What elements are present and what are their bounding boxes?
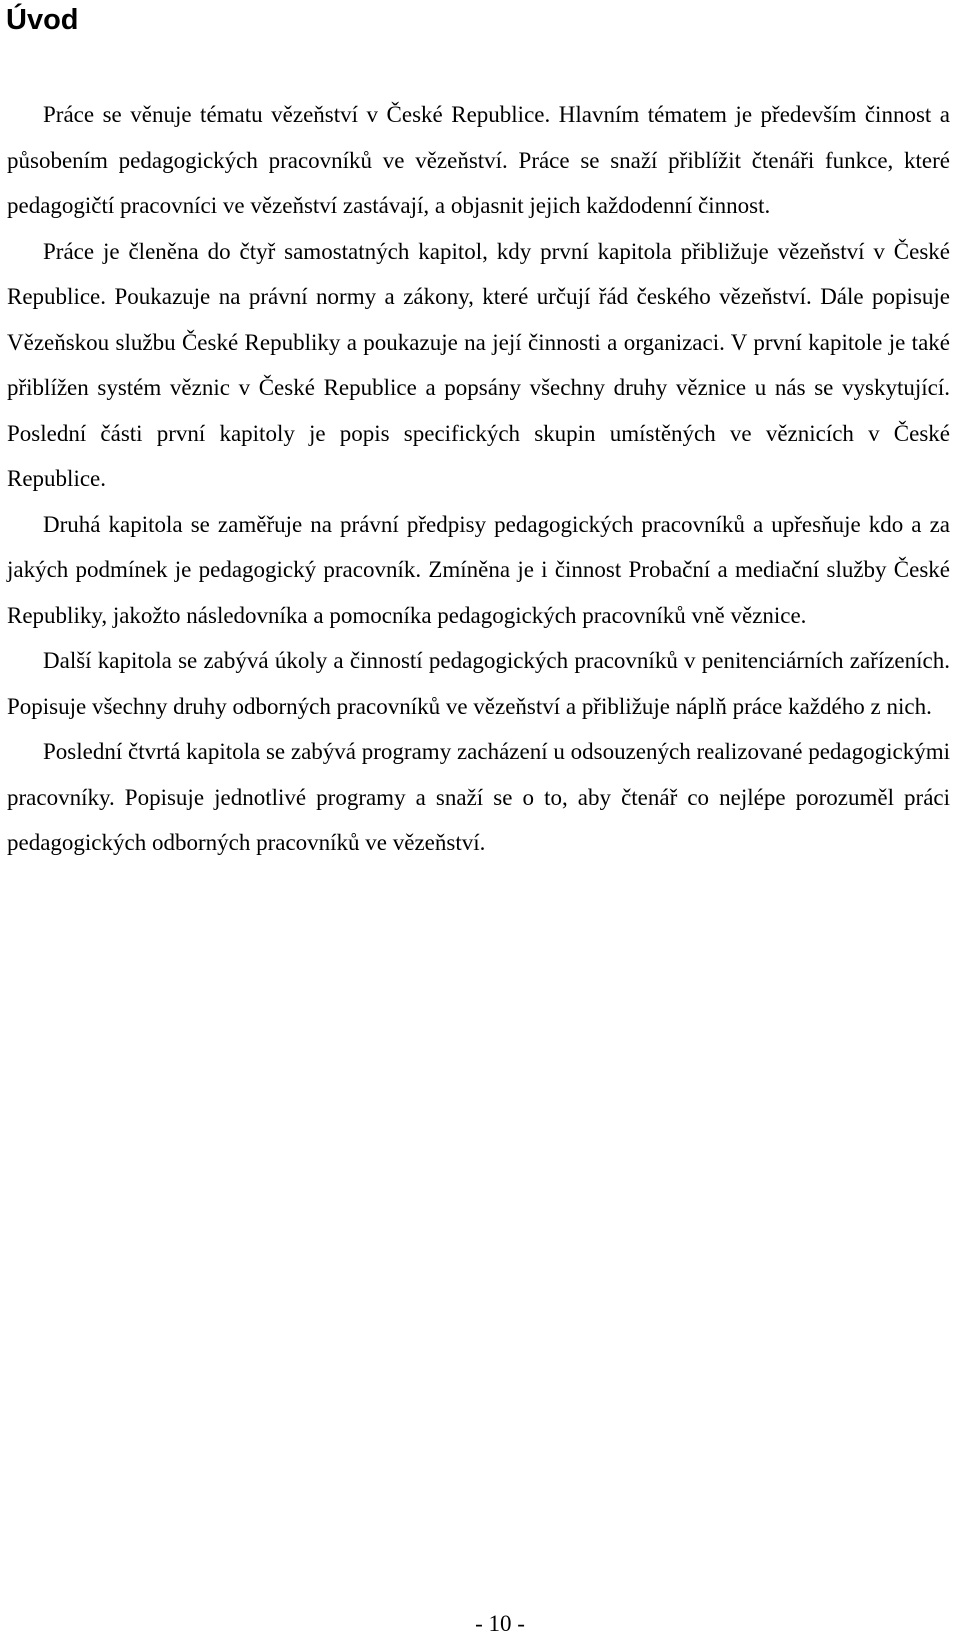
paragraph-4: Další kapitola se zabývá úkoly a činností pedagogických pracovníků v penitenciárních zařízeních. Popisuje všechny druhy odborných pracovníků ve vězeňství a přibližuje náplň práce každého z nich. [7,648,950,719]
paragraph-3: Druhá kapitola se zaměřuje na právní předpisy pedagogických pracovníků a upřesňuje kdo a za jakých podmínek je pedagogický pracovník. Zmíněna je i činnost Probační a mediační služby České Republiky, jakožto následovníka a pomocníka pedagogických pracovníků vně věznice. [7,511,950,628]
page-title: Úvod [6,4,79,36]
body-text [7,92,950,866]
paragraph-2: Práce je členěna do čtyř samostatných kapitol, kdy první kapitola přibližuje vězeňství v České Republice. Poukazuje na právní normy a zákony, které určují řád českého vězeňství. Dále popisuje Vězeňskou službu České Republiky a poukazuje na její činnosti a organizaci. V první kapitole je také přiblížen systém věznic v České Republice a popsány všechny druhy věznice u nás se vyskytující. Poslední části první kapitoly je popis specifických skupin umístěných ve věznicích v České Republice. [7,238,950,491]
page-number: - 10 - [475,1611,525,1636]
paragraph-1: Práce se věnuje tématu vězeňství v České Republice. Hlavním tématem je především činnost a působením pedagogických pracovníků ve vězeňství. Práce se snaží přiblížit čtenáři funkce, které pedagogičtí pracovníci ve vězeňství zastávají, a objasnit jejich každodenní činnost. [7,102,950,218]
paragraph-5: Poslední čtvrtá kapitola se zabývá programy zacházení u odsouzených realizované pedagogickými pracovníky. Popisuje jednotlivé programy a snaží se o to, aby čtenář co nejlépe porozuměl práci pedagogických odborných pracovníků ve vězeňství. [7,739,950,855]
